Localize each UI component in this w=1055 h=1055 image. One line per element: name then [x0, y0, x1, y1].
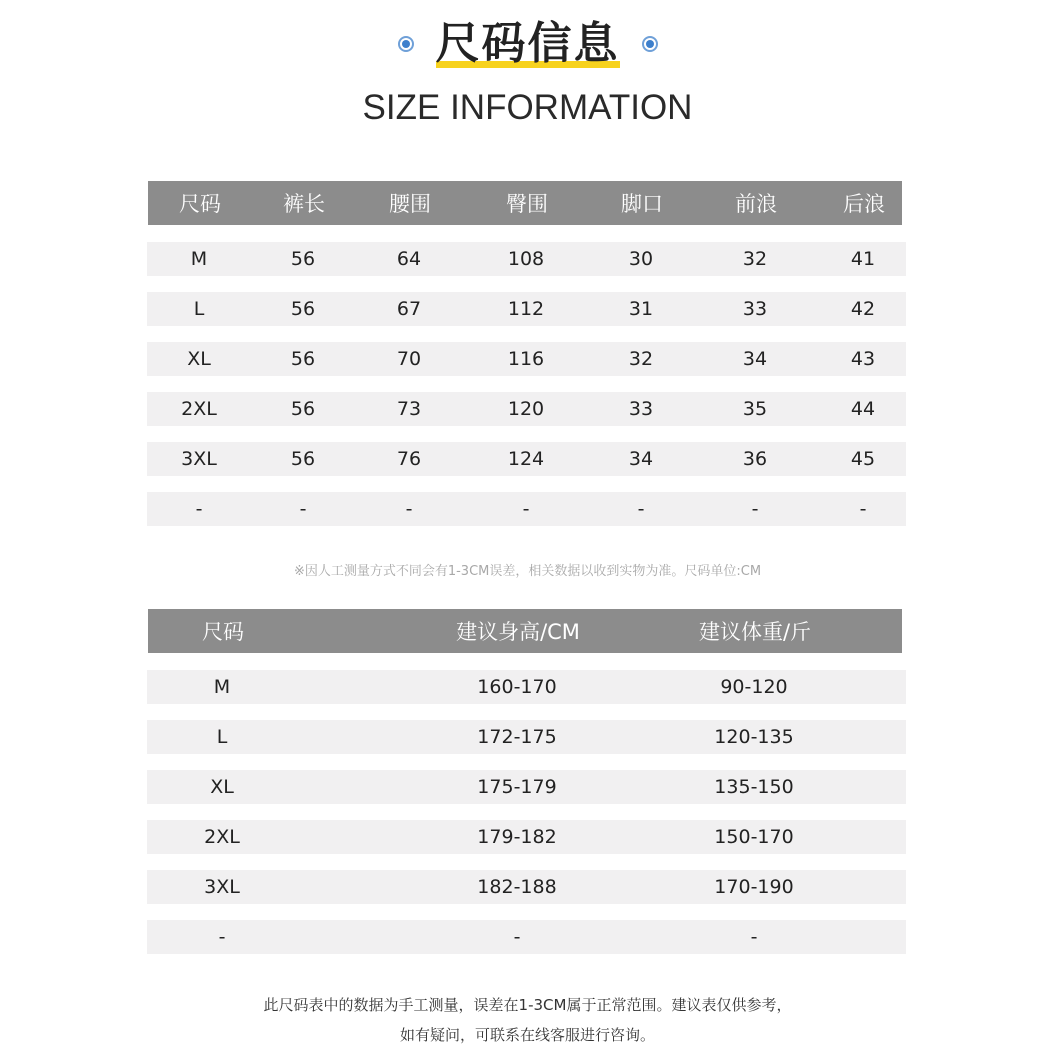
table-cell: 56: [290, 448, 316, 470]
header-cell: 臀围: [506, 192, 548, 216]
table-cell: 64: [396, 248, 422, 270]
title-en: SIZE INFORMATION: [362, 88, 693, 127]
disclaimer-note: [0, 990, 1055, 1050]
table-cell: 41: [850, 248, 876, 270]
table-cell: 73: [396, 398, 422, 420]
table-row: [147, 770, 906, 804]
table-cell: -: [751, 498, 759, 520]
table-cell: 34: [742, 348, 768, 370]
table-cell: 116: [507, 348, 545, 370]
title-block: [0, 18, 1055, 70]
header-cell: 尺码: [179, 192, 221, 216]
table-cell: 3XL: [181, 448, 217, 470]
title-cn: [436, 18, 620, 70]
table-cell: -: [637, 498, 645, 520]
table-cell: 2XL: [181, 398, 217, 420]
table-row: [147, 492, 906, 526]
table-cell: 175-179: [477, 776, 557, 798]
table-cell: 90-120: [720, 676, 788, 698]
title-cn-text: 尺码信息: [435, 18, 620, 69]
table-cell: 56: [290, 248, 316, 270]
table-cell: 44: [850, 398, 876, 420]
table-row: [147, 670, 906, 704]
table-cell: 32: [628, 348, 654, 370]
table-row: [147, 342, 906, 376]
table-cell: 160-170: [477, 676, 557, 698]
table-cell: 120-135: [714, 726, 794, 748]
table-cell: -: [218, 926, 226, 948]
table-cell: -: [750, 926, 758, 948]
table-cell: -: [405, 498, 413, 520]
table-cell: 42: [850, 298, 876, 320]
header-cell: 尺码: [202, 620, 244, 644]
table-cell: 182-188: [477, 876, 557, 898]
disclaimer-line: 如有疑问，可联系在线客服进行咨询。: [399, 1026, 655, 1044]
table-cell: 30: [628, 248, 654, 270]
table-cell: 31: [628, 298, 654, 320]
table-cell: -: [522, 498, 530, 520]
table-cell: 124: [507, 448, 545, 470]
table-cell: -: [195, 498, 203, 520]
disclaimer-line: 此尺码表中的数据为手工测量，误差在1-3CM属于正常范围。建议表仅供参考，: [263, 996, 792, 1014]
table-cell: 56: [290, 348, 316, 370]
header-cell: 后浪: [843, 192, 885, 216]
header-cell: 前浪: [735, 192, 777, 216]
table-row: [147, 392, 906, 426]
table-cell: 70: [396, 348, 422, 370]
table-cell: 172-175: [477, 726, 557, 748]
table-row: [147, 820, 906, 854]
table-cell: 112: [507, 298, 545, 320]
table-cell: 3XL: [204, 876, 240, 898]
table-cell: 56: [290, 398, 316, 420]
header-cell: 裤长: [283, 192, 325, 216]
table-cell: 43: [850, 348, 876, 370]
table-cell: 56: [290, 298, 316, 320]
header-cell: 建议身高/CM: [456, 620, 580, 644]
table-header: [148, 609, 902, 653]
measurement-note: ※因人工测量方式不同会有1-3CM误差，相关数据以收到实物为准。尺码单位:CM: [293, 564, 762, 579]
header-cell: 建议体重/斤: [698, 620, 812, 644]
table-cell: -: [859, 498, 867, 520]
header-cell: 腰围: [389, 192, 431, 216]
header-cell: 脚口: [621, 192, 663, 216]
table-cell: 45: [850, 448, 876, 470]
table-cell: L: [193, 298, 205, 320]
table-cell: -: [513, 926, 521, 948]
table-row: [147, 920, 906, 954]
table-cell: 120: [507, 398, 545, 420]
table-cell: M: [213, 676, 231, 698]
table-row: [147, 292, 906, 326]
table-cell: L: [216, 726, 228, 748]
table-cell: 36: [742, 448, 768, 470]
table-cell: 35: [742, 398, 768, 420]
table-cell: 170-190: [714, 876, 794, 898]
table-cell: 67: [396, 298, 422, 320]
table-cell: XL: [210, 776, 234, 798]
table-cell: -: [299, 498, 307, 520]
table-cell: 135-150: [714, 776, 794, 798]
table-cell: 76: [396, 448, 422, 470]
table-cell: 179-182: [477, 826, 557, 848]
table-row: [147, 442, 906, 476]
table-cell: 2XL: [204, 826, 240, 848]
table-row: [147, 720, 906, 754]
table-header: [148, 181, 902, 225]
table-cell: 34: [628, 448, 654, 470]
table-cell: 108: [507, 248, 545, 270]
table-cell: M: [190, 248, 208, 270]
circle-bullet-icon: [398, 36, 414, 52]
table-cell: 33: [742, 298, 768, 320]
table-cell: 32: [742, 248, 768, 270]
table-cell: 33: [628, 398, 654, 420]
table-cell: XL: [187, 348, 211, 370]
table-row: [147, 242, 906, 276]
table-row: [147, 870, 906, 904]
table-cell: 150-170: [714, 826, 794, 848]
circle-bullet-icon: [642, 36, 658, 52]
